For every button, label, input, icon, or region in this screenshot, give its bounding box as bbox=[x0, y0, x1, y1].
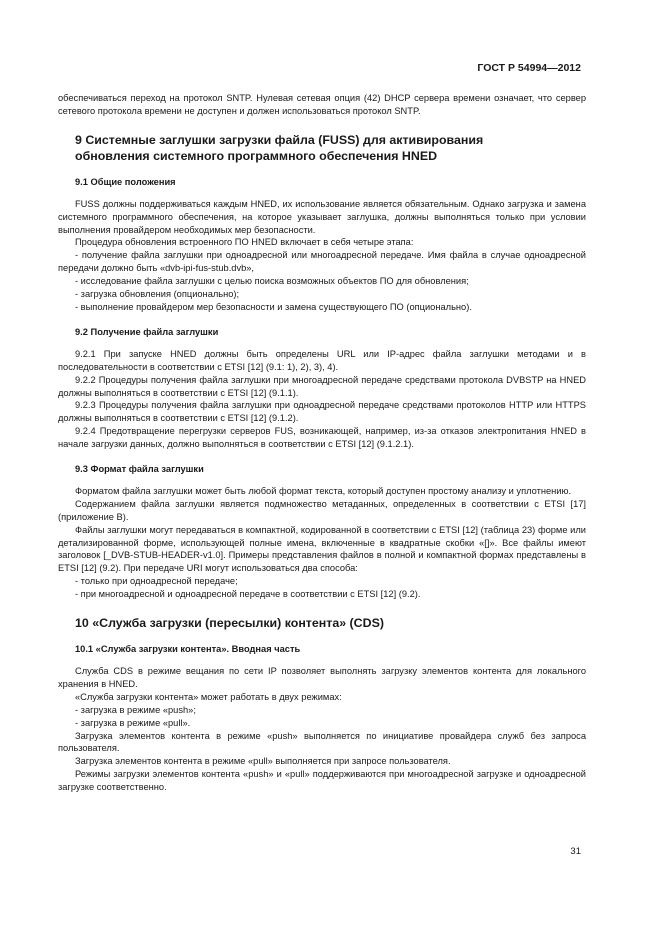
section-9-1-heading: 9.1 Общие положения bbox=[75, 176, 176, 187]
list-item: - загрузка в режиме «push»; bbox=[75, 704, 196, 715]
list-item: - получение файла заглушки при одноадресной или многоадресной передаче. Имя файла в случае одноадресной передачи должно быть «dvb-ipi-fus-stub.dvb», bbox=[58, 250, 586, 274]
paragraph: 9.2.3 Процедуры получения файла заглушки при одноадресной передаче средствами протоколов HTTP или HTTPS должны выполняться в соответствии с ETSI [12] (9.1.2). bbox=[58, 400, 586, 424]
page-number: 31 bbox=[570, 846, 581, 857]
section-9-heading bbox=[75, 132, 586, 164]
list-item: - загрузка в режиме «pull». bbox=[75, 717, 191, 728]
section-9-title-line2: обновления системного программного обеспечения HNED bbox=[75, 148, 438, 163]
list-item: - исследование файла заглушки с целью поиска возможных объектов ПО для обновления; bbox=[75, 276, 469, 287]
document-id: ГОСТ Р 54994—2012 bbox=[477, 62, 581, 74]
paragraph: Служба CDS в режиме вещания по сети IP позволяет выполнять загрузку элементов контента для локального хранения в HNED. bbox=[58, 666, 586, 689]
paragraph: Режимы загрузки элементов контента «push» и «pull» поддерживаются при многоадресной загрузке и одноадресной загрузке соответственно. bbox=[58, 769, 586, 793]
paragraph: Форматом файла заглушки может быть любой формат текста, который доступен простому анализу и уплотнению. bbox=[75, 485, 572, 496]
list-item: - при многоадресной и одноадресной передаче в соответствии с ETSI [12] (9.2). bbox=[75, 589, 421, 600]
section-9-title-line1: 9 Системные заглушки загрузки файла (FUSS) для активирования bbox=[75, 132, 484, 147]
page-content bbox=[58, 92, 586, 794]
section-10-1-heading: 10.1 «Служба загрузки контента». Вводная часть bbox=[75, 644, 301, 655]
paragraph: 9.2.2 Процедуры получения файла заглушки при многоадресной передаче средствами протокола DVBSTP на HNED должны выполняться в соответствии с ETSI [12] (9.1.1). bbox=[58, 374, 586, 398]
section-10-heading: 10 «Служба загрузки (пересылки) контента» (CDS) bbox=[75, 616, 384, 631]
paragraph: «Служба загрузки контента» может работать в двух режимах: bbox=[75, 691, 342, 702]
paragraph: Файлы заглушки могут передаваться в компактной, кодированной в соответствии с ETSI [12] (таблица 23) форме или детализированной форме, использующей полные имена, включенные в квадратные скобки «[]». Все файлы имеют заголовок [_DVB-STUB-HEADER-v1.0]. Примеры представления файлов в полной и компактной формах представлены в ETSI [12] (9.2). При передаче URI могут использоваться два способа: bbox=[58, 524, 586, 574]
paragraph: Загрузка элементов контента в режиме «push» выполняется по инициативе провайдера служб без запроса пользователя. bbox=[58, 730, 586, 754]
paragraph: обеспечиваться переход на протокол SNTP. Нулевая сетевая опция (42) DHCP сервера времени означает, что сервер сетевого протокола времени не доступен и должен использоваться протокол SNTP. bbox=[58, 93, 586, 116]
paragraph: Процедура обновления встроенного ПО HNED включает в себя четыре этапа: bbox=[75, 237, 414, 248]
section-9-2-heading: 9.2 Получение файла заглушки bbox=[75, 326, 219, 337]
section-9-3-heading: 9.3 Формат файла заглушки bbox=[75, 464, 204, 475]
list-item: - только при одноадресной передаче; bbox=[75, 576, 238, 587]
paragraph: FUSS должны поддерживаться каждым HNED, их использование является обязательным. Однако загрузка и замена системного программного обеспечения, на которое указывает заглушка, должны выполняться только при условии выполнения провайдером необходимых мер безопасности. bbox=[58, 198, 586, 235]
list-item: - загрузка обновления (опционально); bbox=[75, 289, 240, 300]
paragraph: 9.2.4 Предотвращение перегрузки серверов FUS, возникающей, например, из-за отказов электропитания HNED в начале загрузки данных, должно выполняться в соответствии с ETSI [12] (9.1.2.1). bbox=[58, 426, 586, 450]
list-item: - выполнение провайдером мер безопасности и замена существующего ПО (опционально). bbox=[75, 301, 472, 312]
paragraph: Содержанием файла заглушки является подмножество метаданных, определенных в соответствии с ETSI [17] (приложение В). bbox=[58, 498, 586, 522]
paragraph: 9.2.1 При запуске HNED должны быть определены URL или IP-адрес файла заглушки методами и в последовательности в соответствии с ETSI [12] (9.1: 1), 2), 3), 4). bbox=[58, 348, 586, 372]
paragraph: Загрузка элементов контента в режиме «pull» выполняется при запросе пользователя. bbox=[75, 756, 451, 767]
